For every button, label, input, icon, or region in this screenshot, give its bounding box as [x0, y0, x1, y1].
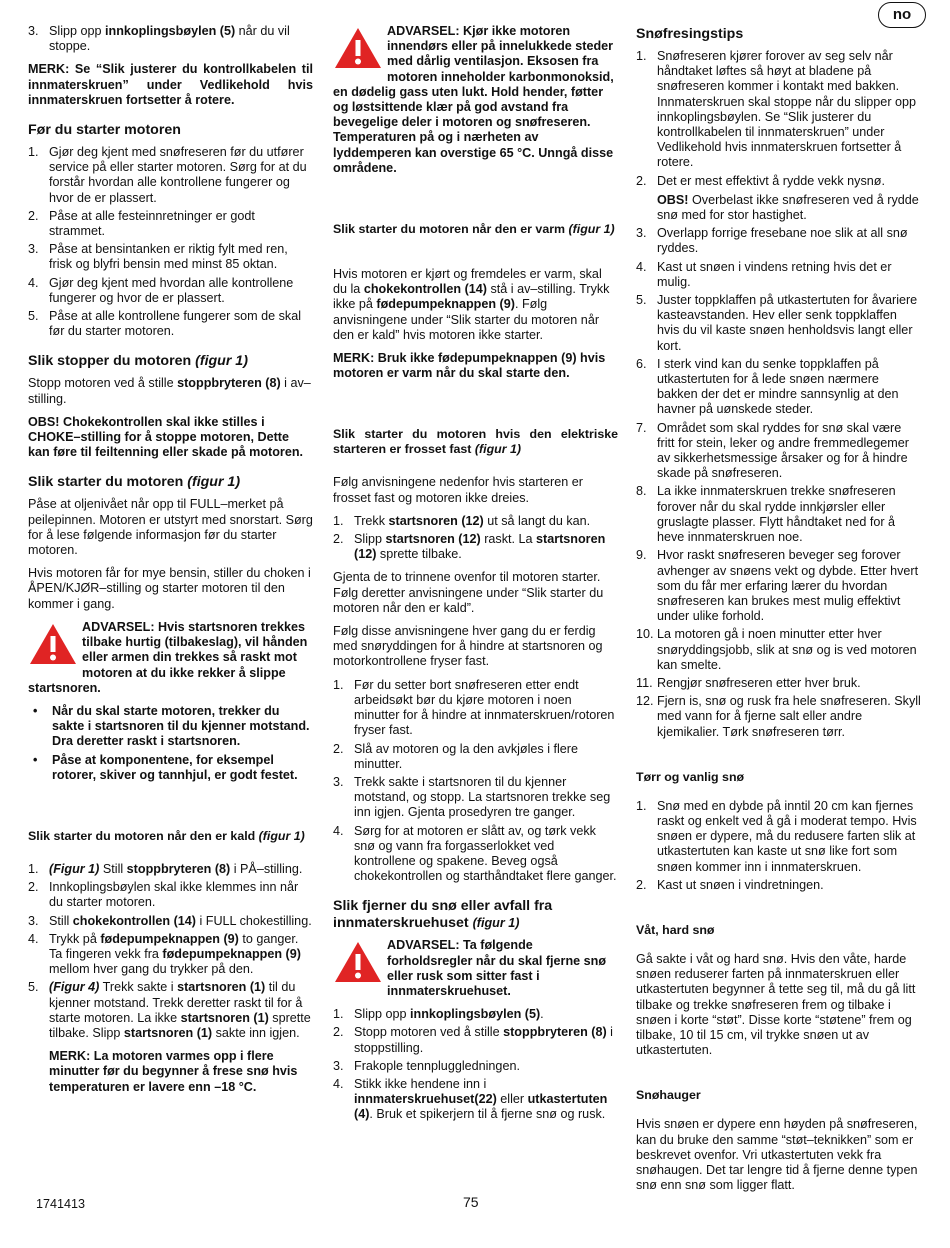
tips-list: [636, 49, 921, 740]
list-item: 1. Slipp opp innkoplingsbøylen (5).: [333, 1007, 544, 1022]
list-item: 4. Gjør deg kjent med hvordan alle kontrollene fungerer og hvor de er plassert.: [28, 275, 294, 305]
list-item: 4. Kast ut snøen i vindens retning hvis det er mulig.: [636, 259, 892, 289]
list-item: 1. (Figur 1) Still stoppbryteren (8) i PÅ–stilling.: [28, 861, 303, 876]
column-middle: [333, 24, 618, 1131]
warning-exhaust: ADVARSEL: Kjør ikke motoren innendørs eller på innelukkede steder med dårlig ventilasjon. Eksosen fra motoren inneholder karbonmonoksid, en dødelig gass uten lukt. Hold hender, føtter og løstsittende klær på god avstand fra bevegelige deler i motoren og snøfreseren. Temperaturen på og i nærheten av lyddemperen kan overstige 65 °C. Unngå disse områdene.: [333, 24, 614, 175]
column-left: [28, 24, 313, 1103]
heading-clear-housing: Slik fjerner du snø eller avfall fra innmaterskruehuset (figur 1): [333, 898, 553, 932]
start-paragraph-2: Hvis motoren får for mye bensin, stiller du choken i ÅPEN/KJØR–stilling og starter motoren til den kommer i gang.: [28, 566, 311, 611]
frozen-list: [333, 514, 618, 563]
cold-start-list: [28, 862, 313, 1041]
drifts-text: Hvis snøen er dypere enn høyden på snøfreseren, kan du bruke den samme “støt–teknikken” som er beskrevet ovenfor. Vri utkastertuten vekk fra snøhaugen. Det tar lengre tid å fjerne denne typen snø enn snø som ligger flatt.: [636, 1117, 918, 1193]
note-auger-cable: MERK: Se “Slik justerer du kontrollkabelen til innmaterskruen” under Vedlikehold hvis innmaterskruen fortsetter å rotere.: [28, 62, 313, 107]
list-item: 4. Trykk på fødepumpeknappen (9) to ganger. Ta fingeren vekk fra fødepumpeknappen (9) mellom hver gang du trykker på den.: [28, 931, 301, 977]
heading-tips: Snøfresingstips: [636, 26, 744, 42]
page-number: 75: [463, 1194, 479, 1210]
list-item: 4. Sørg for at motoren er slått av, og tørk vekk snø og vann fra forgasserlokket ved kontrollene og spakene. Beveg også chokekontrollen og starthåndtaket flere ganger.: [333, 823, 617, 884]
list-item: 7. Området som skal ryddes for snø skal være fritt for stein, leker og andre fremmedlegemer av sikkerhetsmessige årsaker og for å hindre skade på snøfreseren.: [636, 420, 909, 481]
list-item: 2. Slipp startsnoren (12) raskt. La startsnoren (12) sprette tilbake.: [333, 532, 606, 562]
list-item: 5. Juster toppklaffen på utkastertuten for åvariere kasteavstanden. Hev eller senk toppklaffen hvis du vil kaste snøen henholdsvis langt eller kort.: [636, 293, 918, 353]
document-number: 1741413: [36, 1197, 86, 1211]
list-item: • Når du skal starte motoren, trekker du sakte i startsnoren til du kjenner motstand. Dra deretter raskt i startsnoren.: [33, 703, 310, 749]
column-right: [636, 24, 921, 1201]
list-item: 2. Innkoplingsbøylen skal ikke klemmes inn når du starter motoren.: [28, 880, 299, 910]
list-item: 11. Rengjør snøfreseren etter hver bruk.: [636, 675, 861, 690]
list-item: 9. Hvor raskt snøfreseren beveger seg forover avhenger av snøens vekt og dybde. Etter hvert som du får mer erfaring lærer du hvordan snøfreseren kan brukes mest mulig effektivt under ulike forhold.: [636, 548, 919, 624]
list-item: 1. Snøfreseren kjører forover av seg selv når håndtaket løftes så høyt at bladene på snøfreseren kommer i kontakt med bakken. Innmaterskruen skal stoppe når du slipper opp innkoplingsbøylen. Se “Slik justerer du kontrollkabelen til innmaterskruen” under Vedlikehold hvis innmaterskruen fortsetter å rotere.: [636, 49, 917, 170]
note-warmup: MERK: La motoren varmes opp i flere minutter før du begynner å frese snø hvis temperaturen er lavere enn –18 °C.: [49, 1049, 298, 1094]
note-primer: MERK: Bruk ikke fødepumpeknappen (9) hvis motoren er varm når du skal starte den.: [333, 351, 606, 381]
list-item: 1. Gjør deg kjent med snøfreseren før du utfører service på eller starter motoren. Sørg for at du forstår hvordan alle kontrollene fungerer og hvor de er plassert.: [28, 145, 307, 205]
heading-drifts: Snøhauger: [636, 1088, 701, 1103]
list-item: 2. Påse at alle festeinnretninger er godt strammet.: [28, 208, 255, 239]
list-item: 3. Slipp opp innkoplingsbøylen (5) når du vil stoppe.: [28, 24, 290, 54]
warning-clear-housing: ADVARSEL: Ta følgende forholdsregler når du skal fjerne snø eller rusk som sitter fast i innmaterskruehuset.: [333, 938, 618, 999]
list-item: 8. La ikke innmaterskruen trekke snøfreseren forover når du skal rydde innkjørsler eller gruslagte plasser. Flytt håndtaket ned for å heve innmaterskruen noe.: [636, 484, 896, 545]
before-start-list: [28, 145, 313, 339]
obs-overload: OBS! Overbelast ikke snøfreseren ved å rydde snø med for stor hastighet.: [657, 192, 919, 223]
heading-warm-start: Slik starter du motoren når den er varm (figur 1): [333, 222, 615, 237]
continued-list: [28, 24, 313, 54]
list-item: 1. Snø med en dybde på inntil 20 cm kan fjernes raskt og enkelt ved å gå i moderat tempo. Hvis snøen er dypere, må du redusere farten slik at utkastertuten kan kaste ut snø like fort som snøen kommer inn i innmaterskruen.: [636, 798, 917, 874]
wet-snow-text: Gå sakte i våt og hard snø. Hvis den våte, harde snøen reduserer farten på innmaterskruen eller utkastertuten begynner å tette seg til, må du gå litt tilbake og trekke snøfreseren frem og tilbake i snøen i korte “støt”. Disse korte “støtene” frem og tilbake, 10 til 15 cm, vil trykke snøen ut av utkastertuten.: [636, 951, 916, 1058]
list-item: 2. Det er mest effektivt å rydde vekk nysnø. OBS! Overbelast ikke snøfreseren ved å rydde snø med for stor hastighet.: [636, 174, 921, 224]
warning-triangle-icon: [333, 940, 383, 984]
clear-housing-list: [333, 1007, 618, 1122]
language-badge: no: [878, 2, 926, 28]
list-item: 3. Overlapp forrige fresebane noe slik at all snø ryddes.: [636, 226, 908, 256]
heading-cold-start: Slik starter du motoren når den er kald (figur 1): [28, 828, 305, 843]
list-item: 3. Still chokekontrollen (14) i FULL chokestilling.: [28, 913, 312, 928]
heading-start-engine: Slik starter du motoren (figur 1): [28, 474, 241, 491]
list-item: 10. La motoren gå i noen minutter etter hver snøryddingsjobb, slik at snø og is ved motoren kan smelte.: [636, 627, 917, 672]
list-item: 5. Påse at alle kontrollene fungerer som de skal før du starter motoren.: [28, 309, 302, 339]
frozen-paragraph-1: Følg anvisningene nedenfor hvis starteren er frosset fast og motoren ikke dreies.: [333, 475, 583, 505]
dry-snow-list: [636, 799, 921, 893]
list-item: 2. Slå av motoren og la den avkjøles i flere minutter.: [333, 741, 579, 771]
warning-triangle-icon: [333, 26, 383, 70]
list-item: 1. Trekk startsnoren (12) ut så langt du kan.: [333, 513, 591, 528]
list-item: 6. I sterk vind kan du senke toppklaffen på utkastertuten for å lede snøen nærmere bakken der det er mindre sannsynlig at den havner på uønskede steder.: [636, 356, 899, 417]
heading-before-start: Før du starter motoren: [28, 122, 181, 139]
list-item: 5. (Figur 4) Trekk sakte i startsnoren (1) til du kjenner motstand. Trekk deretter raskt til for å starte motoren. La ikke startsnoren (1) sprette tilbake. Slipp startsnoren (1) sakte inn igjen.: [28, 980, 311, 1040]
list-item: 2. Stopp motoren ved å stille stoppbryteren (8) i stoppstilling.: [333, 1025, 613, 1055]
kickback-bullets: [28, 704, 313, 783]
list-item: 3. Påse at bensintanken er riktig fylt med ren, frisk og blyfri bensin med minst 85 oktan.: [28, 242, 288, 272]
list-item: 3. Frakople tennpluggledningen.: [333, 1058, 520, 1073]
list-item: 2. Kast ut snøen i vindretningen.: [636, 877, 824, 892]
list-item: 4. Stikk ikke hendene inn i innmaterskruehuset(22) eller utkastertuten (4). Bruk et spikerjern til å fjerne snø og rusk.: [333, 1076, 608, 1122]
list-item: 1. Før du setter bort snøfreseren etter endt arbeidsøkt bør du kjøre motoren i noen minutter for å hindre at innmaterskruen/rotoren fryser fast.: [333, 677, 615, 738]
heading-frozen-starter: Slik starter du motoren hvis den elektriske starteren er frosset fast (figur 1): [333, 427, 618, 457]
heading-stop-engine: Slik stopper du motoren (figur 1): [28, 353, 248, 370]
after-use-list: [333, 678, 618, 885]
list-item: • Påse at komponentene, for eksempel rotorer, skiver og tannhjul, er godt festet.: [33, 752, 298, 782]
start-paragraph-1: Påse at oljenivået når opp til FULL–merket på peilepinnen. Motoren er utstyrt med snorstart. Sørg for å lese følgende informasjon før du starter motoren.: [28, 497, 313, 558]
list-item: 12. Fjern is, snø og rusk fra hele snøfreseren. Skyll med vann for å fjerne salt eller andre kjemikalier. Tørk snøfreseren tørr.: [636, 694, 921, 739]
obs-choke: OBS! Chokekontrollen skal ikke stilles i CHOKE–stilling for å stoppe motoren, Dette kan føre til feiltenning eller skade på motoren.: [28, 414, 304, 460]
list-item: 3. Trekk sakte i startsnoren til du kjenner motstand, og stopp. La startsnoren trekke seg inn igjen. Gjenta prosedyren tre ganger.: [333, 774, 611, 820]
stop-text: Stopp motoren ved å stille stoppbryteren (8) i av–stilling.: [28, 376, 311, 406]
warning-kickback: ADVARSEL: Hvis startsnoren trekkes tilbake hurtig (tilbakeslag), vil hånden eller armen din trekkes så raskt mot motoren at du ikke rekker å slippe startsnoren.: [28, 619, 308, 695]
warning-triangle-icon: [28, 622, 78, 666]
heading-dry-snow: Tørr og vanlig snø: [636, 769, 745, 784]
heading-wet-snow: Våt, hard snø: [636, 922, 715, 937]
frozen-paragraph-2: Gjenta de to trinnene ovenfor til motoren starter. Følg deretter anvisningene under “Slik starter du motoren når den er kald”.: [333, 570, 604, 615]
warm-start-text: Hvis motoren er kjørt og fremdeles er varm, skal du la chokekontrollen (14) stå i av–stilling. Trykk ikke på fødepumpeknappen (9). Følg anvisningene under “Slik starter du motoren når den er kald” hvis motoren ikke starter.: [333, 267, 610, 342]
frozen-paragraph-3: Følg disse anvisningene hver gang du er ferdig med snøryddingen for å hindre at startsnoren og motorkontrollene fryser fast.: [333, 624, 603, 669]
